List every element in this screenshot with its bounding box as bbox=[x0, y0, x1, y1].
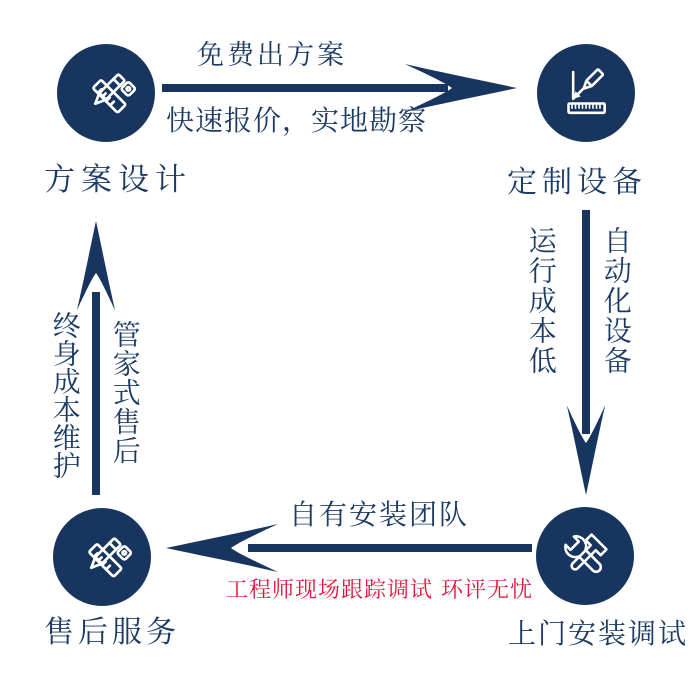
node-onsite-installation bbox=[536, 507, 634, 605]
ruler-pencil-icon bbox=[78, 65, 134, 121]
edge-label-low-operating-cost: 运行成本低 bbox=[524, 226, 558, 376]
label-custom-equipment: 定制设备 bbox=[507, 165, 647, 200]
edge-label-quick-quote-survey: 快速报价，实地勘察 bbox=[166, 104, 428, 137]
edge-label-engineer-onsite-debug: 工程师现场跟踪调试 环评无忧 bbox=[226, 578, 533, 603]
edge-label-butler-after-sales: 管家式售后 bbox=[108, 320, 142, 465]
label-scheme-design: 方案设计 bbox=[44, 162, 192, 198]
arrow-install-to-service bbox=[166, 524, 532, 572]
edge-label-lifetime-cost-maintenance: 终身成本维护 bbox=[48, 311, 82, 479]
edge-label-automated-equipment: 自动化设备 bbox=[599, 226, 633, 376]
node-scheme-design bbox=[57, 44, 155, 142]
ruler-pencil-icon bbox=[74, 529, 130, 585]
node-custom-equipment bbox=[537, 44, 635, 142]
edge-label-free-proposal: 免费出方案 bbox=[197, 40, 347, 71]
label-after-sales-service: 售后服务 bbox=[44, 615, 180, 650]
node-after-sales-service bbox=[53, 508, 151, 606]
label-onsite-installation: 上门安装调试 bbox=[508, 617, 689, 650]
wrench-hammer-icon bbox=[557, 528, 613, 584]
drafting-tools-icon bbox=[558, 65, 614, 121]
edge-label-own-install-team: 自有安装团队 bbox=[289, 498, 470, 531]
